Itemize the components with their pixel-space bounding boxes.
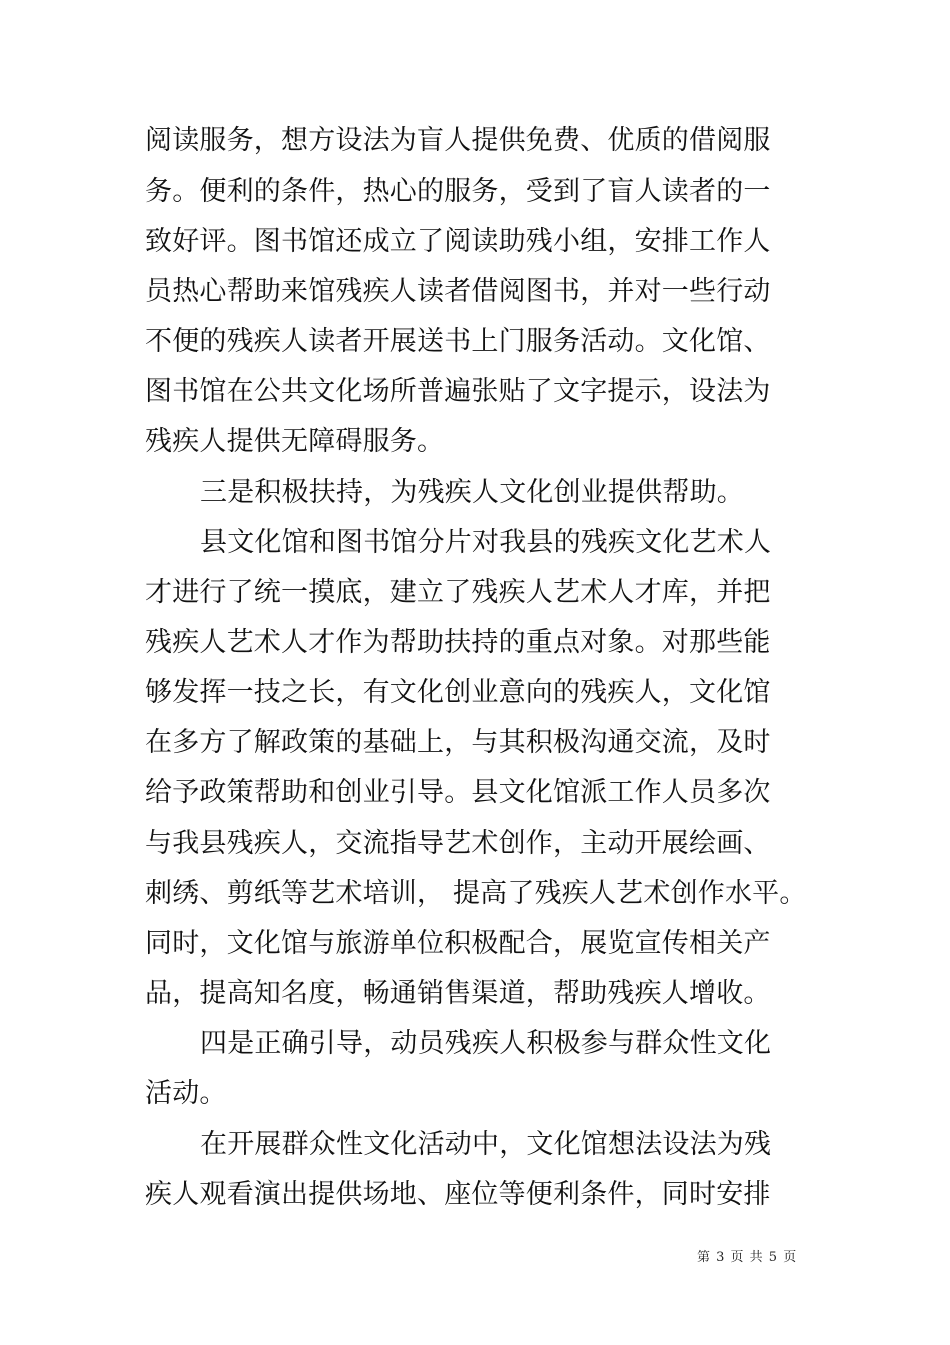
text-line: 图书馆在公共文化场所普遍张贴了文字提示，设法为 — [145, 376, 771, 407]
text-line: 疾人观看演出提供场地、座位等便利条件，同时安排 — [145, 1179, 771, 1210]
text-line: 不便的残疾人读者开展送书上门服务活动。文化馆、 — [145, 326, 771, 357]
text-line: 给予政策帮助和创业引导。县文化馆派工作人员多次 — [145, 777, 771, 808]
text-line: 残疾人艺术人才作为帮助扶持的重点对象。对那些能 — [145, 627, 771, 658]
text-line: 在多方了解政策的基础上，与其积极沟通交流，及时 — [145, 727, 771, 758]
text-line: 品，提高知名度，畅通销售渠道，帮助残疾人增收。 — [145, 978, 771, 1009]
page-number: 第 3 页 共 5 页 — [697, 1250, 798, 1265]
text-line: 致好评。图书馆还成立了阅读助残小组，安排工作人 — [145, 226, 771, 257]
text-line: 员热心帮助来馆残疾人读者借阅图书，并对一些行动 — [145, 276, 771, 307]
text-line: 同时，文化馆与旅游单位积极配合，展览宣传相关产 — [145, 928, 771, 959]
text-line: 与我县残疾人，交流指导艺术创作，主动开展绘画、 — [145, 828, 771, 859]
text-line: 残疾人提供无障碍服务。 — [145, 426, 445, 457]
text-line: 活动。 — [145, 1078, 227, 1109]
text-line: 够发挥一技之长，有文化创业意向的残疾人，文化馆 — [145, 677, 771, 708]
text-line: 刺绣、剪纸等艺术培训， 提高了残疾人艺术创作水平。 — [145, 878, 807, 909]
text-line: 在开展群众性文化活动中，文化馆想法设法为残 — [200, 1129, 772, 1160]
text-line: 阅读服务，想方设法为盲人提供免费、优质的借阅服 — [145, 125, 771, 156]
section-heading: 四是正确引导，动员残疾人积极参与群众性文化 — [200, 1028, 772, 1059]
text-line: 务。便利的条件，热心的服务，受到了盲人读者的一 — [145, 176, 771, 207]
text-line: 县文化馆和图书馆分片对我县的残疾文化艺术人 — [200, 527, 772, 558]
text-line: 才进行了统一摸底，建立了残疾人艺术人才库，并把 — [145, 577, 771, 608]
section-heading: 三是积极扶持，为残疾人文化创业提供帮助。 — [200, 477, 744, 508]
